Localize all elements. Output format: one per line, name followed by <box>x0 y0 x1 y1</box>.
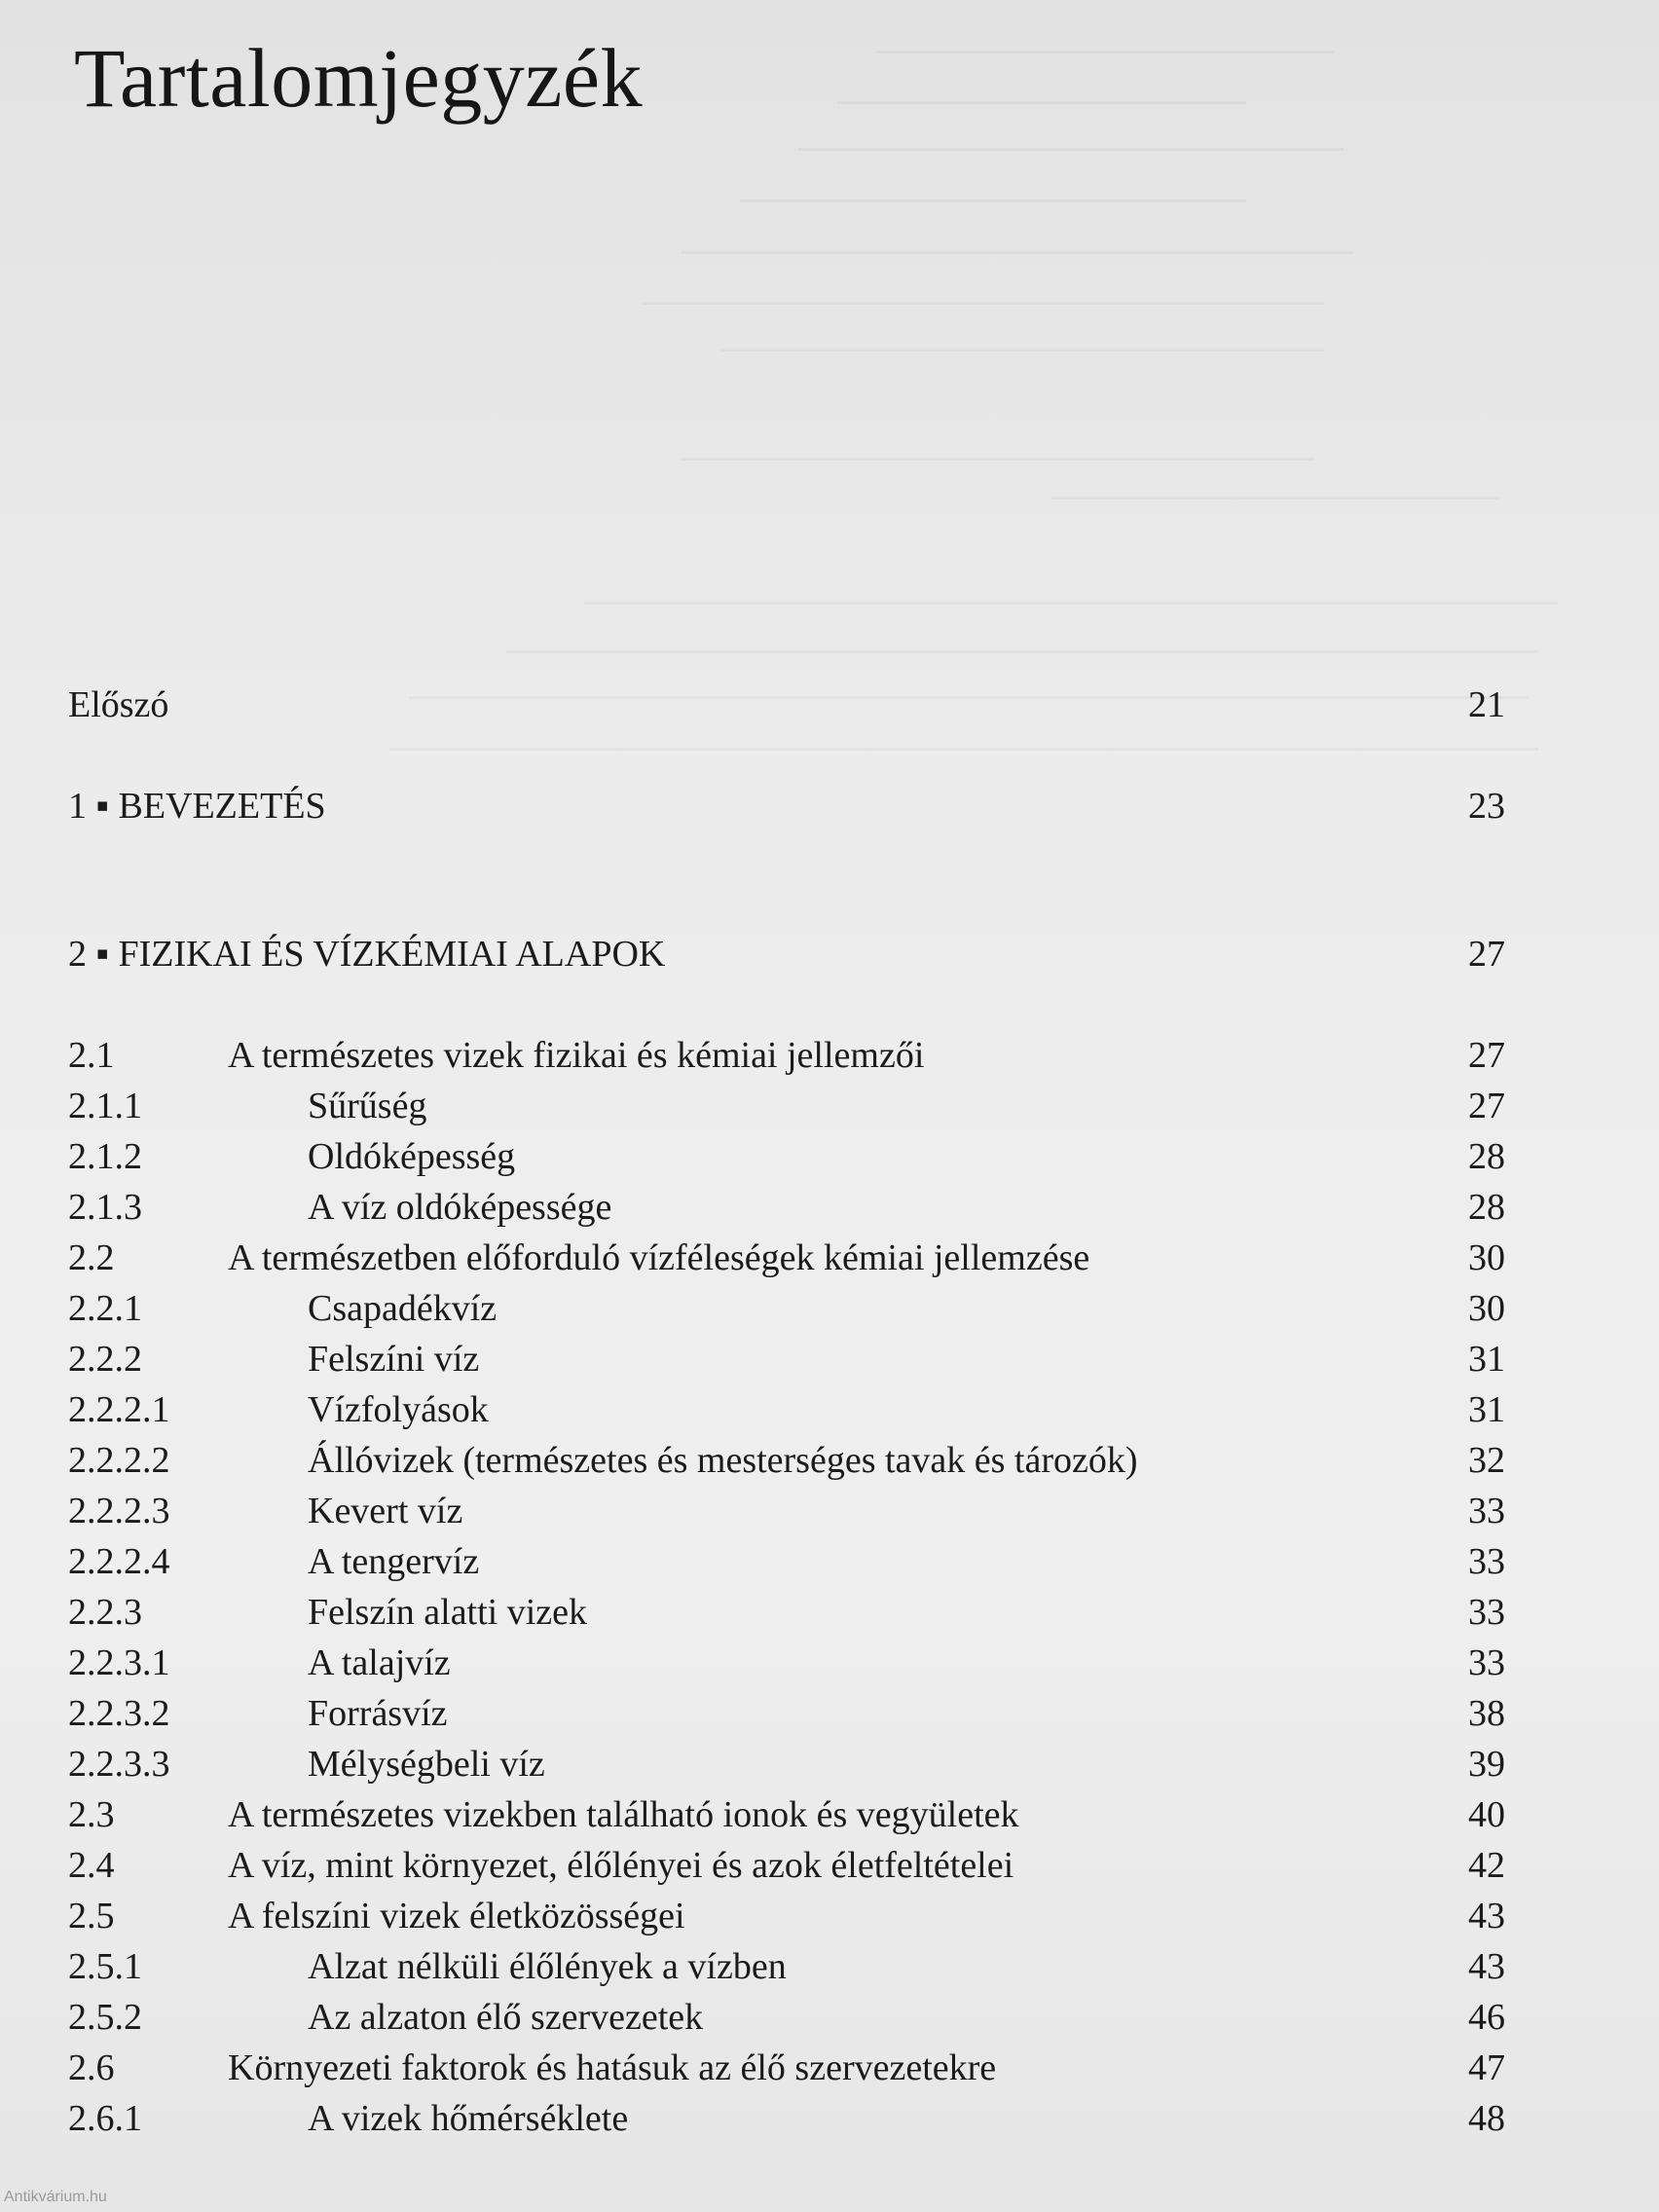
toc-entry-title: Kevert víz <box>308 1491 463 1531</box>
toc-entry-page: 30 <box>1468 1237 1505 1278</box>
toc-entry-number: 2.2.2.3 <box>68 1491 170 1531</box>
toc-entry-number: 2.2.3 <box>68 1592 142 1633</box>
toc-entry[interactable] <box>0 2097 1659 2148</box>
toc-entry-number: 2.2.3.2 <box>68 1693 170 1734</box>
toc-entry-title: Forrásvíz <box>308 1693 448 1734</box>
toc-entry-number: 2.1.3 <box>68 1187 142 1228</box>
toc-entry-number: 2.1.1 <box>68 1086 142 1126</box>
toc-entry-number: 2.2.2 <box>68 1339 142 1380</box>
toc-entry-title: A természetben előforduló vízféleségek kémiai jellemzése <box>228 1237 1090 1278</box>
toc-entry-page: 28 <box>1468 1187 1505 1228</box>
toc-entry-title: Felszíni víz <box>308 1339 480 1380</box>
toc-entry[interactable] <box>0 2046 1659 2097</box>
toc-entry-page: 27 <box>1468 1035 1505 1076</box>
toc-entry-page: 27 <box>1468 934 1505 975</box>
toc-entry-page: 31 <box>1468 1339 1505 1380</box>
toc-entry[interactable] <box>0 1743 1659 1793</box>
toc-entry-number: 2.5.1 <box>68 1946 142 1987</box>
toc-entry-number: 2.2.2.4 <box>68 1541 170 1582</box>
toc-entry[interactable] <box>0 1388 1659 1439</box>
toc-entry[interactable] <box>0 1540 1659 1591</box>
toc-entry[interactable] <box>0 1996 1659 2046</box>
toc-entry[interactable] <box>0 1439 1659 1490</box>
toc-entry[interactable] <box>0 1641 1659 1692</box>
toc-entry[interactable] <box>0 1338 1659 1388</box>
toc-entry-title: A vizek hőmérséklete <box>308 2098 629 2139</box>
toc-entry-title: A víz, mint környezet, élőlényei és azok életfeltételei <box>228 1845 1014 1886</box>
toc-entry-page: 21 <box>1468 684 1505 725</box>
toc-entry-page: 23 <box>1468 786 1505 827</box>
toc-entry-number: 2.2.3.3 <box>68 1744 170 1785</box>
toc-entry-title: A természetes vizek fizikai és kémiai jellemzői <box>228 1035 925 1076</box>
toc-entry-number: 2.2.1 <box>68 1288 142 1329</box>
toc-entry[interactable] <box>0 1287 1659 1338</box>
toc-entry[interactable] <box>0 1085 1659 1135</box>
toc-entry-title: Környezeti faktorok és hatásuk az élő szervezetekre <box>228 2047 997 2088</box>
page-title: Tartalomjegyzék <box>74 31 644 125</box>
toc-entry[interactable] <box>0 1895 1659 1945</box>
toc-entry-page: 39 <box>1468 1744 1505 1785</box>
toc-entry-page: 33 <box>1468 1541 1505 1582</box>
toc-entry-number: 2.1.2 <box>68 1136 142 1177</box>
toc-entry-number: 2.5.2 <box>68 1997 142 2038</box>
toc-entry[interactable] <box>0 1186 1659 1236</box>
toc-entry[interactable] <box>0 1591 1659 1641</box>
toc-entry-chapter-1[interactable] <box>0 785 1659 835</box>
toc-entry-page: 32 <box>1468 1440 1505 1481</box>
toc-entry-page: 38 <box>1468 1693 1505 1734</box>
toc-entry-page: 48 <box>1468 2098 1505 2139</box>
toc-entry-title: 1 ▪ BEVEZETÉS <box>68 786 326 827</box>
toc-entry[interactable] <box>0 1692 1659 1743</box>
toc-entry-title: Vízfolyások <box>308 1389 489 1430</box>
toc-entry-number: 2.5 <box>68 1896 115 1936</box>
toc-entry-number: 2.2.2.2 <box>68 1440 170 1481</box>
toc-entry[interactable] <box>0 1236 1659 1287</box>
toc-entry[interactable] <box>0 1945 1659 1996</box>
toc-entry-number: 2.3 <box>68 1794 115 1835</box>
toc-entry-title: Előszó <box>68 684 169 725</box>
toc-entry-page: 43 <box>1468 1946 1505 1987</box>
toc-entry-page: 31 <box>1468 1389 1505 1430</box>
toc-entry-title: A felszíni vizek életközösségei <box>228 1896 685 1936</box>
toc-entry-title: A talajvíz <box>308 1642 451 1683</box>
toc-entry[interactable] <box>0 1844 1659 1895</box>
toc-entry-title: Az alzaton élő szervezetek <box>308 1997 704 2038</box>
toc-entry-page: 33 <box>1468 1491 1505 1531</box>
toc-entry-page: 27 <box>1468 1086 1505 1126</box>
toc-entry-page: 43 <box>1468 1896 1505 1936</box>
toc-entry-page: 40 <box>1468 1794 1505 1835</box>
toc-entry-title: A tengervíz <box>308 1541 480 1582</box>
toc-entry-title: Felszín alatti vizek <box>308 1592 588 1633</box>
toc-entry[interactable] <box>0 1793 1659 1844</box>
toc-entry-title: 2 ▪ FIZIKAI ÉS VÍZKÉMIAI ALAPOK <box>68 934 666 975</box>
toc-entry-number: 2.1 <box>68 1035 115 1076</box>
toc-entry-title: Oldóképesség <box>308 1136 516 1177</box>
toc-entry-page: 47 <box>1468 2047 1505 2088</box>
toc-entry[interactable] <box>0 1034 1659 1085</box>
toc-entry-number: 2.6 <box>68 2047 115 2088</box>
toc-entry-title: A természetes vizekben található ionok és vegyületek <box>228 1794 1019 1835</box>
toc-entry-preface[interactable] <box>0 683 1659 734</box>
toc-entry-chapter-2[interactable] <box>0 933 1659 983</box>
toc-entry-page: 46 <box>1468 1997 1505 2038</box>
toc-entry-title: Mélységbeli víz <box>308 1744 545 1785</box>
toc-entry-number: 2.2.3.1 <box>68 1642 170 1683</box>
toc-entry-page: 28 <box>1468 1136 1505 1177</box>
toc-entry-number: 2.2 <box>68 1237 115 1278</box>
watermark: Antikvárium.hu <box>4 2189 107 2205</box>
toc-entry-title: Sűrűség <box>308 1086 427 1126</box>
toc-entry-number: 2.2.2.1 <box>68 1389 170 1430</box>
toc-entry-title: Csapadékvíz <box>308 1288 498 1329</box>
toc-entry-page: 33 <box>1468 1642 1505 1683</box>
toc-entry-number: 2.4 <box>68 1845 115 1886</box>
toc-entry-page: 30 <box>1468 1288 1505 1329</box>
toc-entry-page: 42 <box>1468 1845 1505 1886</box>
toc-entry-title: Alzat nélküli élőlények a vízben <box>308 1946 787 1987</box>
toc-entry-page: 33 <box>1468 1592 1505 1633</box>
toc-entry[interactable] <box>0 1135 1659 1186</box>
toc-entry-title: Állóvizek (természetes és mesterséges tavak és tározók) <box>308 1440 1138 1481</box>
toc-entry-title: A víz oldóképessége <box>308 1187 612 1228</box>
toc-entry[interactable] <box>0 1490 1659 1540</box>
toc-entry-number: 2.6.1 <box>68 2098 142 2139</box>
